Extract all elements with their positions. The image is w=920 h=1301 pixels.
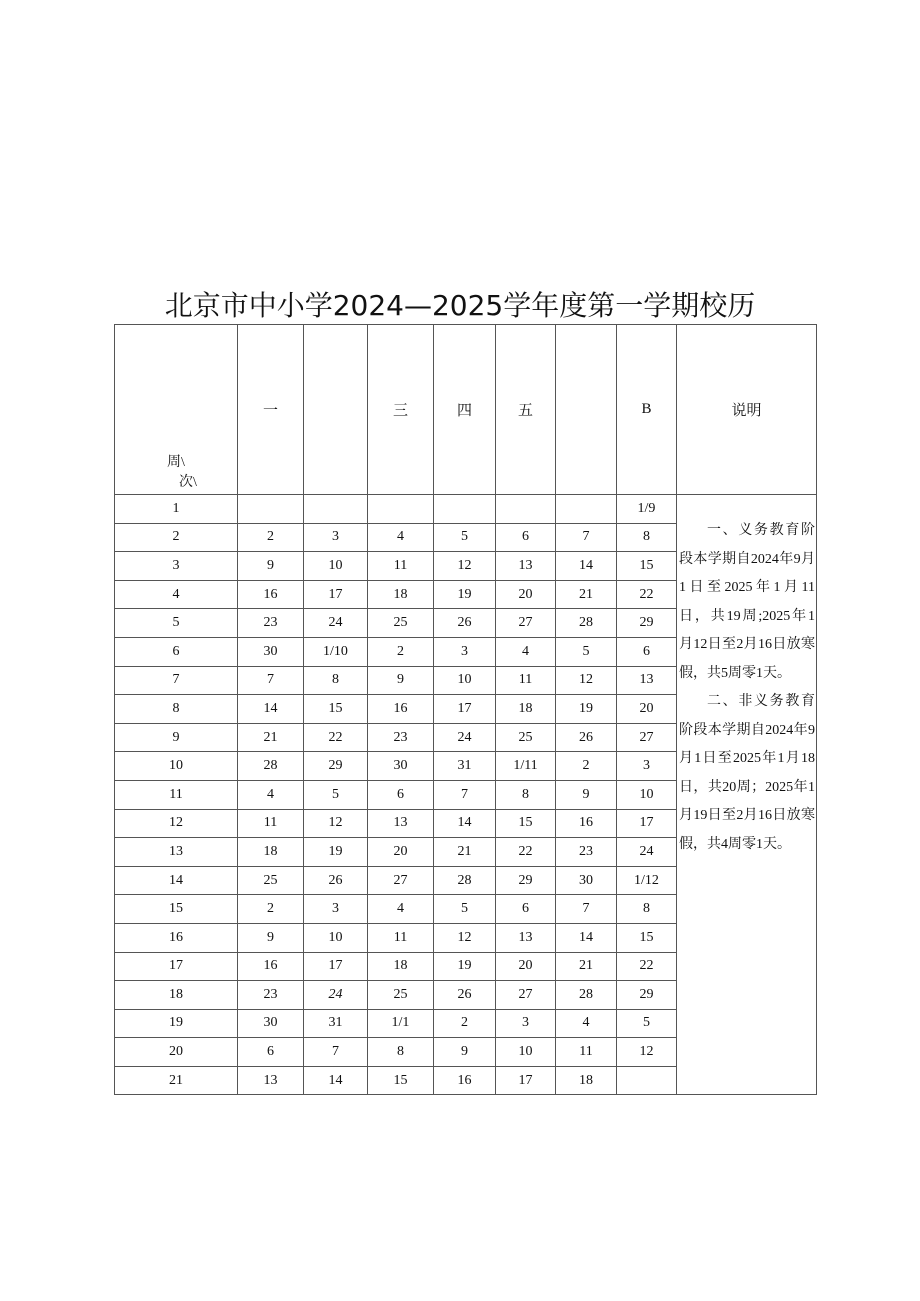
date-cell-sat: 19 bbox=[556, 695, 617, 724]
date-cell-fri: 25 bbox=[496, 723, 556, 752]
notes-header: 说明 bbox=[677, 325, 817, 495]
date-cell-sun: 8 bbox=[617, 523, 677, 552]
date-cell-sun: 8 bbox=[617, 895, 677, 924]
date-cell-mon: 9 bbox=[238, 923, 304, 952]
date-cell-tue: 15 bbox=[304, 695, 368, 724]
date-cell-tue: 24 bbox=[304, 609, 368, 638]
date-cell-sun: 22 bbox=[617, 580, 677, 609]
date-cell-tue: 17 bbox=[304, 952, 368, 981]
date-cell-wed: 18 bbox=[368, 952, 434, 981]
header-row bbox=[115, 325, 817, 495]
date-cell-fri: 10 bbox=[496, 1038, 556, 1067]
date-cell-mon: 11 bbox=[238, 809, 304, 838]
date-cell-tue: 17 bbox=[304, 580, 368, 609]
day-header-fri: 五 bbox=[496, 325, 556, 495]
page-title: 北京市中小学2024—2025学年度第一学期校历 bbox=[164, 289, 756, 322]
date-cell-fri: 15 bbox=[496, 809, 556, 838]
date-cell-tue: 19 bbox=[304, 838, 368, 867]
date-cell-tue: 12 bbox=[304, 809, 368, 838]
date-cell-tue: 22 bbox=[304, 723, 368, 752]
week-number-cell: 16 bbox=[115, 923, 238, 952]
date-cell-sat: 12 bbox=[556, 666, 617, 695]
date-cell-mon: 9 bbox=[238, 552, 304, 581]
corner-label-week: 周\ bbox=[167, 455, 185, 470]
week-row bbox=[115, 495, 817, 524]
date-cell-fri: 1/11 bbox=[496, 752, 556, 781]
date-cell-sun bbox=[617, 1066, 677, 1095]
date-cell-tue: 10 bbox=[304, 923, 368, 952]
day-header-sat bbox=[556, 325, 617, 495]
date-cell-mon: 18 bbox=[238, 838, 304, 867]
date-cell-mon: 2 bbox=[238, 895, 304, 924]
week-number-cell: 20 bbox=[115, 1038, 238, 1067]
date-cell-sat: 7 bbox=[556, 523, 617, 552]
date-cell-fri: 17 bbox=[496, 1066, 556, 1095]
date-cell-fri: 6 bbox=[496, 523, 556, 552]
date-cell-sat: 21 bbox=[556, 580, 617, 609]
date-cell-sun: 20 bbox=[617, 695, 677, 724]
date-cell-fri: 18 bbox=[496, 695, 556, 724]
date-cell-thu: 2 bbox=[434, 1009, 496, 1038]
date-cell-sat: 26 bbox=[556, 723, 617, 752]
date-cell-sun: 12 bbox=[617, 1038, 677, 1067]
week-number-cell: 19 bbox=[115, 1009, 238, 1038]
date-cell-thu: 12 bbox=[434, 923, 496, 952]
date-cell-fri: 29 bbox=[496, 866, 556, 895]
date-cell-mon: 21 bbox=[238, 723, 304, 752]
date-cell-fri: 13 bbox=[496, 552, 556, 581]
date-cell-thu: 16 bbox=[434, 1066, 496, 1095]
date-cell-thu: 28 bbox=[434, 866, 496, 895]
date-cell-sun: 22 bbox=[617, 952, 677, 981]
week-number-cell: 11 bbox=[115, 780, 238, 809]
date-cell-fri: 4 bbox=[496, 637, 556, 666]
week-number-cell: 6 bbox=[115, 637, 238, 666]
date-cell-tue bbox=[304, 495, 368, 524]
date-cell-sun: 3 bbox=[617, 752, 677, 781]
date-cell-mon: 16 bbox=[238, 580, 304, 609]
date-cell-mon: 16 bbox=[238, 952, 304, 981]
date-cell-sun: 27 bbox=[617, 723, 677, 752]
date-cell-sun: 15 bbox=[617, 923, 677, 952]
date-cell-mon: 30 bbox=[238, 1009, 304, 1038]
date-cell-thu: 24 bbox=[434, 723, 496, 752]
date-cell-wed: 13 bbox=[368, 809, 434, 838]
date-cell-sat: 16 bbox=[556, 809, 617, 838]
date-cell-fri: 27 bbox=[496, 609, 556, 638]
date-cell-wed: 15 bbox=[368, 1066, 434, 1095]
corner-header-cell bbox=[115, 325, 238, 495]
date-cell-wed: 11 bbox=[368, 923, 434, 952]
date-cell-tue: 31 bbox=[304, 1009, 368, 1038]
date-cell-wed: 11 bbox=[368, 552, 434, 581]
date-cell-thu: 5 bbox=[434, 523, 496, 552]
week-number-cell: 3 bbox=[115, 552, 238, 581]
date-cell-sat: 28 bbox=[556, 609, 617, 638]
date-cell-thu: 19 bbox=[434, 580, 496, 609]
date-cell-sat: 5 bbox=[556, 637, 617, 666]
note-paragraph: 一、义务教育阶段本学期自2024年9月1日至2025年1月11日，共19周;2025年1月12日至2月16日放寒假，共5周零1天。 bbox=[679, 523, 815, 681]
date-cell-mon: 14 bbox=[238, 695, 304, 724]
date-cell-mon: 4 bbox=[238, 780, 304, 809]
date-cell-thu: 10 bbox=[434, 666, 496, 695]
date-cell-fri: 11 bbox=[496, 666, 556, 695]
date-cell-sat: 14 bbox=[556, 923, 617, 952]
date-cell-thu: 17 bbox=[434, 695, 496, 724]
week-number-cell: 5 bbox=[115, 609, 238, 638]
date-cell-thu: 5 bbox=[434, 895, 496, 924]
date-cell-thu: 9 bbox=[434, 1038, 496, 1067]
date-cell-wed: 25 bbox=[368, 609, 434, 638]
date-cell-thu: 26 bbox=[434, 609, 496, 638]
date-cell-fri: 8 bbox=[496, 780, 556, 809]
date-cell-thu: 21 bbox=[434, 838, 496, 867]
date-cell-thu: 19 bbox=[434, 952, 496, 981]
week-number-cell: 17 bbox=[115, 952, 238, 981]
date-cell-sat: 9 bbox=[556, 780, 617, 809]
date-cell-wed bbox=[368, 495, 434, 524]
date-cell-thu: 3 bbox=[434, 637, 496, 666]
week-number-cell: 14 bbox=[115, 866, 238, 895]
date-cell-sat: 18 bbox=[556, 1066, 617, 1095]
date-cell-wed: 25 bbox=[368, 981, 434, 1010]
date-cell-wed: 9 bbox=[368, 666, 434, 695]
date-cell-wed: 2 bbox=[368, 637, 434, 666]
date-cell-tue: 29 bbox=[304, 752, 368, 781]
date-cell-sat: 11 bbox=[556, 1038, 617, 1067]
date-cell-sun: 24 bbox=[617, 838, 677, 867]
date-cell-sun: 29 bbox=[617, 609, 677, 638]
date-cell-thu: 31 bbox=[434, 752, 496, 781]
corner-label-number: 次\ bbox=[179, 475, 197, 490]
date-cell-mon: 30 bbox=[238, 637, 304, 666]
date-cell-sun: 13 bbox=[617, 666, 677, 695]
date-cell-thu bbox=[434, 495, 496, 524]
week-number-cell: 21 bbox=[115, 1066, 238, 1095]
date-cell-sun: 15 bbox=[617, 552, 677, 581]
date-cell-wed: 18 bbox=[368, 580, 434, 609]
date-cell-thu: 14 bbox=[434, 809, 496, 838]
date-cell-fri bbox=[496, 495, 556, 524]
date-cell-tue: 10 bbox=[304, 552, 368, 581]
week-number-cell: 8 bbox=[115, 695, 238, 724]
date-cell-mon: 7 bbox=[238, 666, 304, 695]
date-cell-sun: 5 bbox=[617, 1009, 677, 1038]
date-cell-tue: 7 bbox=[304, 1038, 368, 1067]
week-number-cell: 12 bbox=[115, 809, 238, 838]
date-cell-fri: 22 bbox=[496, 838, 556, 867]
date-cell-mon: 13 bbox=[238, 1066, 304, 1095]
date-cell-wed: 16 bbox=[368, 695, 434, 724]
date-cell-tue: 26 bbox=[304, 866, 368, 895]
week-number-cell: 18 bbox=[115, 981, 238, 1010]
date-cell-tue: 24 bbox=[304, 981, 368, 1010]
date-cell-sun: 6 bbox=[617, 637, 677, 666]
notes-cell bbox=[677, 495, 817, 1095]
date-cell-mon: 6 bbox=[238, 1038, 304, 1067]
date-cell-mon: 28 bbox=[238, 752, 304, 781]
date-cell-fri: 13 bbox=[496, 923, 556, 952]
date-cell-fri: 20 bbox=[496, 580, 556, 609]
date-cell-sat: 30 bbox=[556, 866, 617, 895]
date-cell-thu: 12 bbox=[434, 552, 496, 581]
date-cell-sun: 1/12 bbox=[617, 866, 677, 895]
week-number-cell: 15 bbox=[115, 895, 238, 924]
date-cell-wed: 4 bbox=[368, 895, 434, 924]
date-cell-sat: 14 bbox=[556, 552, 617, 581]
week-number-cell: 2 bbox=[115, 523, 238, 552]
date-cell-wed: 20 bbox=[368, 838, 434, 867]
date-cell-tue: 3 bbox=[304, 523, 368, 552]
date-cell-wed: 30 bbox=[368, 752, 434, 781]
date-cell-thu: 7 bbox=[434, 780, 496, 809]
week-number-cell: 4 bbox=[115, 580, 238, 609]
date-cell-sat: 21 bbox=[556, 952, 617, 981]
date-cell-sat: 4 bbox=[556, 1009, 617, 1038]
day-header-thu: 四 bbox=[434, 325, 496, 495]
date-cell-mon: 23 bbox=[238, 609, 304, 638]
day-header-sun: B bbox=[617, 325, 677, 495]
date-cell-sun: 1/9 bbox=[617, 495, 677, 524]
date-cell-wed: 27 bbox=[368, 866, 434, 895]
date-cell-sun: 29 bbox=[617, 981, 677, 1010]
week-number-cell: 13 bbox=[115, 838, 238, 867]
date-cell-sat: 7 bbox=[556, 895, 617, 924]
date-cell-wed: 6 bbox=[368, 780, 434, 809]
date-cell-sat: 23 bbox=[556, 838, 617, 867]
date-cell-tue: 5 bbox=[304, 780, 368, 809]
date-cell-fri: 20 bbox=[496, 952, 556, 981]
date-cell-sat bbox=[556, 495, 617, 524]
date-cell-wed: 4 bbox=[368, 523, 434, 552]
week-number-cell: 9 bbox=[115, 723, 238, 752]
date-cell-wed: 23 bbox=[368, 723, 434, 752]
day-header-mon: 一 bbox=[238, 325, 304, 495]
week-number-cell: 10 bbox=[115, 752, 238, 781]
date-cell-thu: 26 bbox=[434, 981, 496, 1010]
date-cell-fri: 6 bbox=[496, 895, 556, 924]
date-cell-mon: 2 bbox=[238, 523, 304, 552]
day-header-wed: 三 bbox=[368, 325, 434, 495]
date-cell-sun: 17 bbox=[617, 809, 677, 838]
date-cell-sat: 28 bbox=[556, 981, 617, 1010]
week-number-cell: 7 bbox=[115, 666, 238, 695]
day-header-tue bbox=[304, 325, 368, 495]
date-cell-wed: 1/1 bbox=[368, 1009, 434, 1038]
date-cell-tue: 8 bbox=[304, 666, 368, 695]
week-number-cell: 1 bbox=[115, 495, 238, 524]
date-cell-wed: 8 bbox=[368, 1038, 434, 1067]
date-cell-fri: 27 bbox=[496, 981, 556, 1010]
date-cell-mon bbox=[238, 495, 304, 524]
date-cell-sun: 10 bbox=[617, 780, 677, 809]
date-cell-tue: 1/10 bbox=[304, 637, 368, 666]
date-cell-tue: 3 bbox=[304, 895, 368, 924]
date-cell-mon: 23 bbox=[238, 981, 304, 1010]
date-cell-fri: 3 bbox=[496, 1009, 556, 1038]
date-cell-mon: 25 bbox=[238, 866, 304, 895]
date-cell-tue: 14 bbox=[304, 1066, 368, 1095]
school-calendar-table bbox=[114, 324, 817, 1095]
date-cell-sat: 2 bbox=[556, 752, 617, 781]
note-paragraph: 二、非义务教育阶段本学期自2024年9月1日至2025年1月18日，共20周；2025年1月19日至2月16日放寒假，共4周零1天。 bbox=[679, 694, 815, 852]
